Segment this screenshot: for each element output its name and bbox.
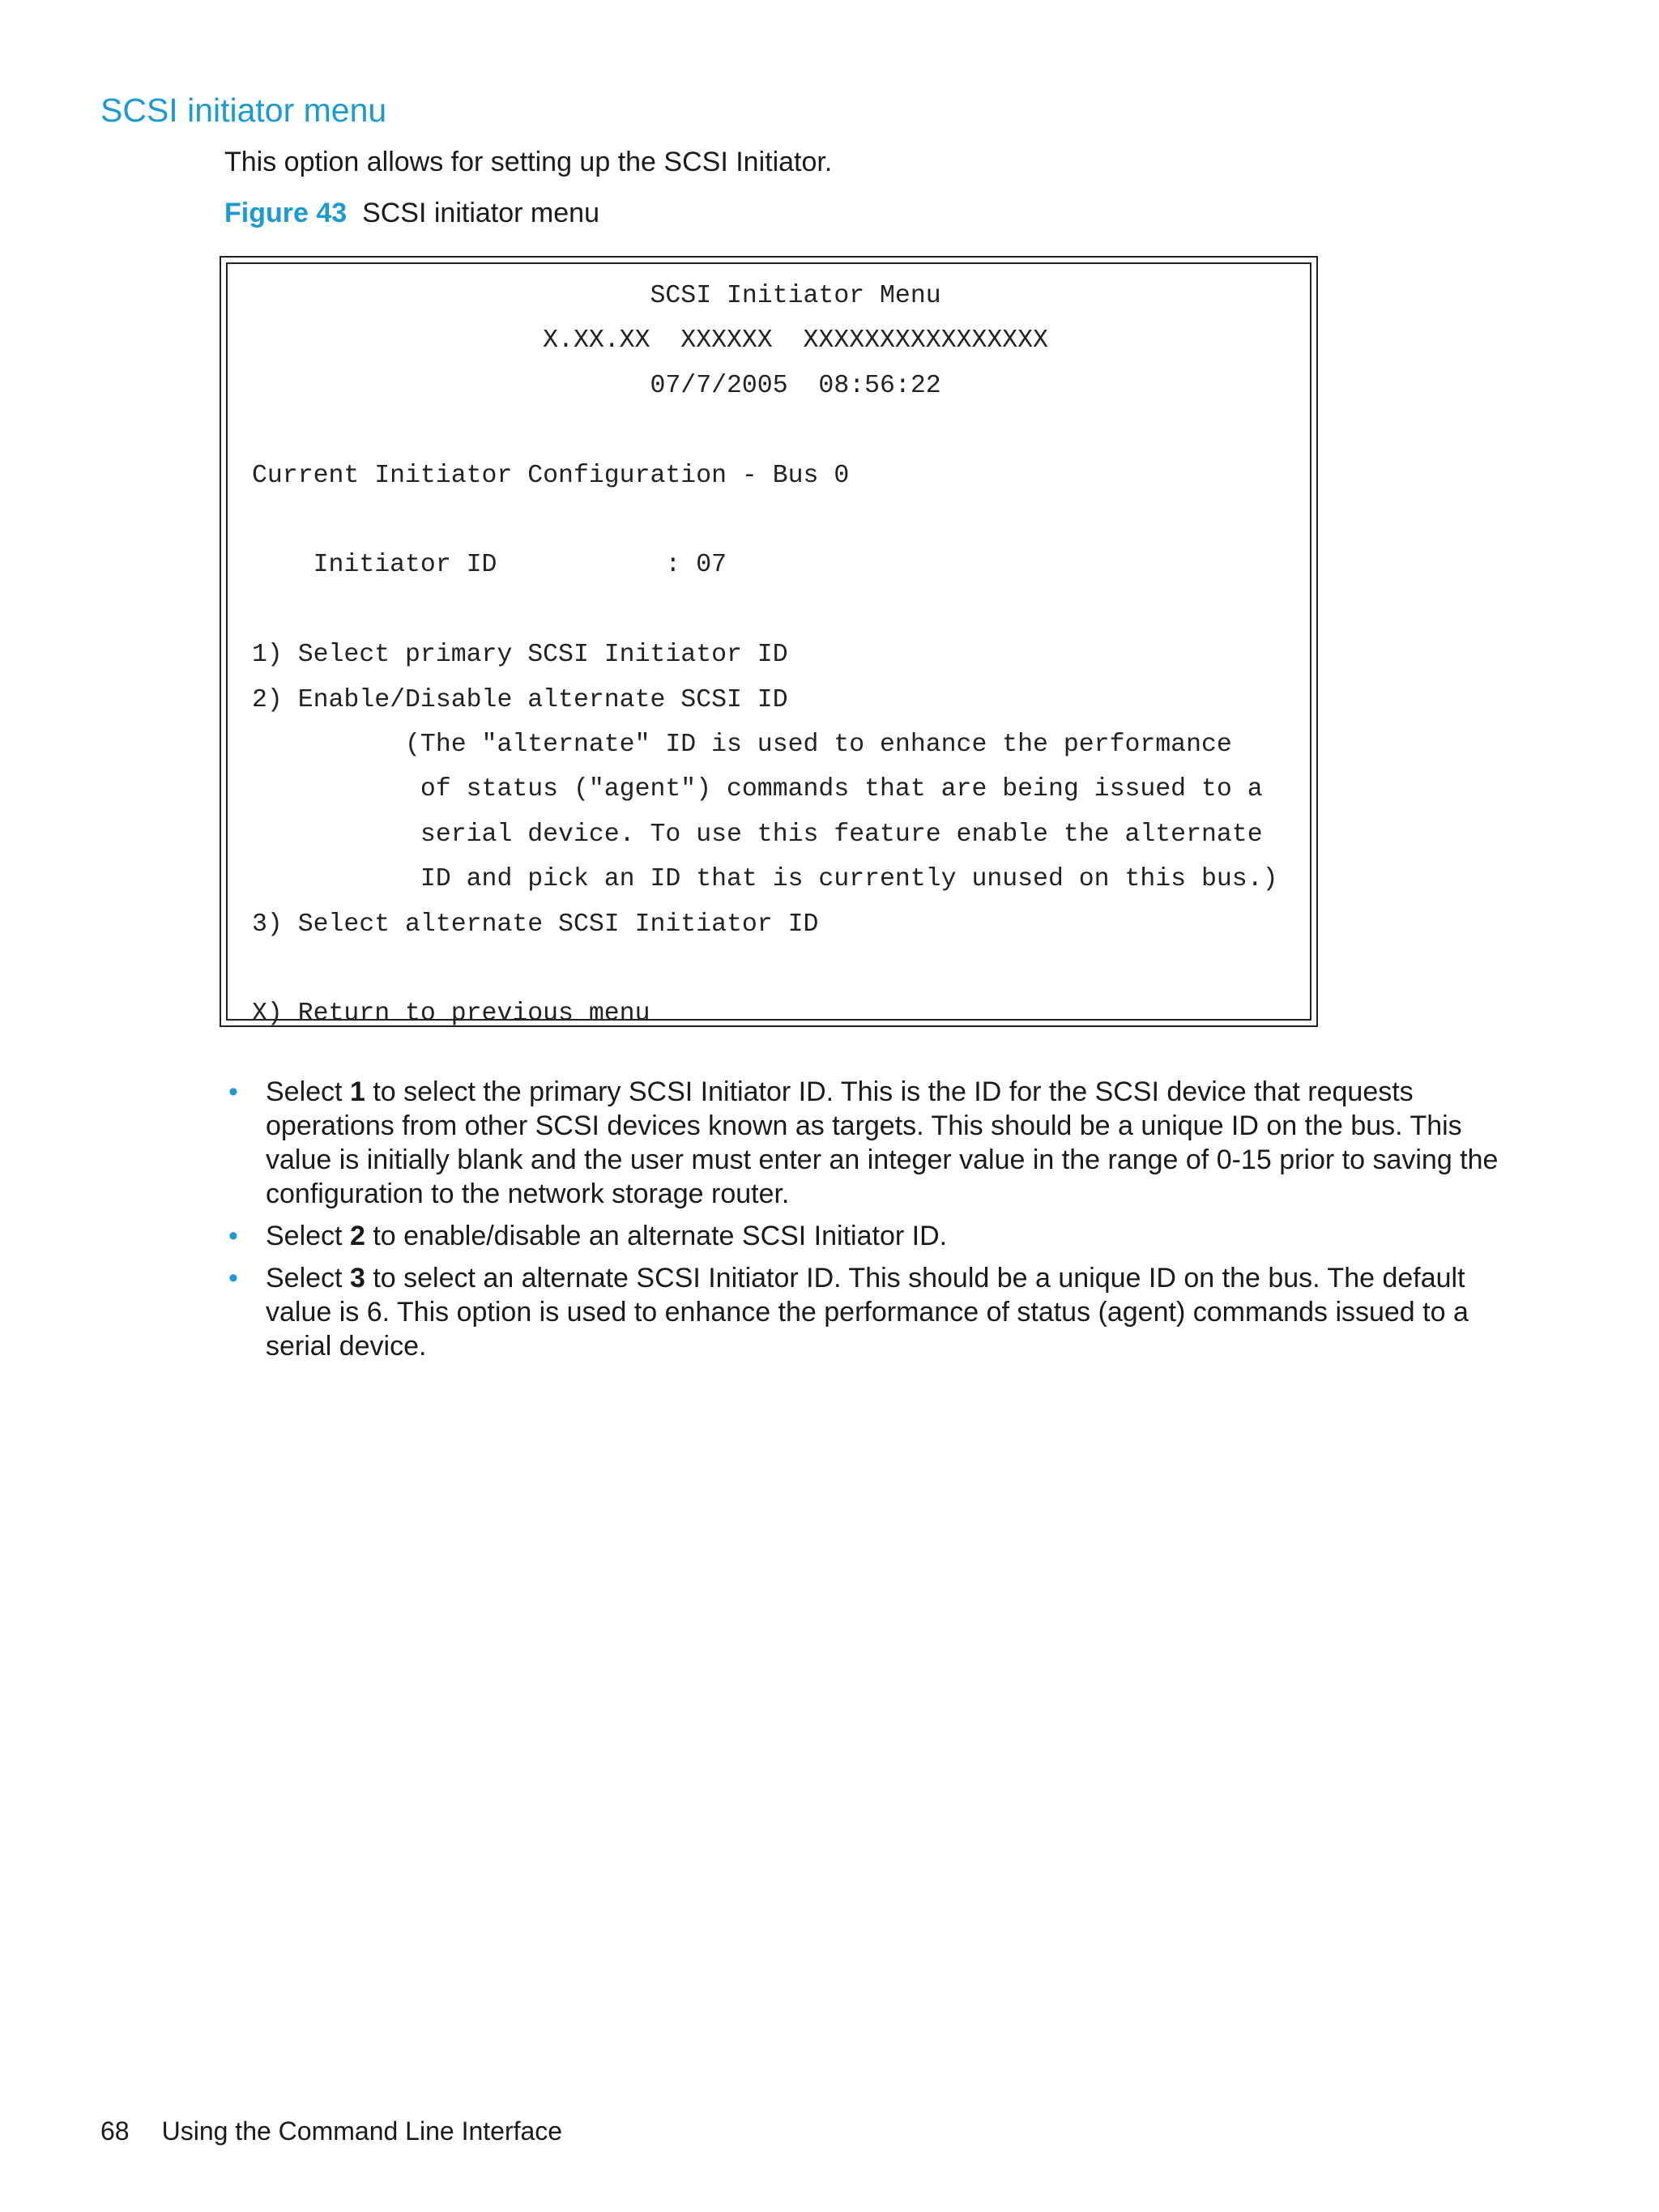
terminal-option-x: X) Return to previous menu: [252, 999, 650, 1029]
bullet-key: 2: [349, 1221, 365, 1251]
page-number: 68: [100, 2116, 130, 2146]
list-item: [224, 1075, 1499, 1211]
bullet-text: to enable/disable an alternate SCSI Initiator ID.: [365, 1221, 948, 1251]
terminal-blank-line: [252, 947, 1278, 991]
bullet-text: Select: [266, 1076, 350, 1107]
list-item: [224, 1261, 1499, 1363]
bullet-text: Select: [266, 1221, 350, 1251]
bullet-key: 1: [349, 1076, 365, 1107]
terminal-option-2-note: serial device. To use this feature enable the alternate: [252, 820, 1263, 849]
terminal-option-1: 1) Select primary SCSI Initiator ID: [252, 641, 788, 670]
bullet-text: to select the primary SCSI Initiator ID. This is the ID for the SCSI device that requests operations from other SCSI devices known as targets. This should be a unique ID on the bus. This value is initially blank and the user must enter an integer value in the range of 0-15 prior to saving the configuration to the network storage router.: [266, 1076, 1499, 1209]
terminal-blank-line: [252, 588, 1278, 633]
list-item: [224, 1219, 1499, 1253]
terminal-option-2-note: (The "alternate" ID is used to enhance the performance: [252, 731, 1232, 760]
figure-caption: [224, 197, 599, 230]
terminal-inner-frame: [226, 262, 1311, 1029]
page-footer: [100, 2116, 562, 2146]
bullet-icon: •: [228, 1263, 238, 1294]
option-descriptions-list: [224, 1075, 1499, 1371]
terminal-version-line: X.XX.XX XXXXXX XXXXXXXXXXXXXXXX: [252, 326, 1048, 356]
bullet-icon: •: [228, 1221, 238, 1251]
terminal-screenshot-frame: [220, 256, 1318, 1027]
terminal-option-2-note: ID and pick an ID that is currently unused on this bus.): [252, 865, 1278, 894]
intro-paragraph: This option allows for setting up the SCSI Initiator.: [224, 147, 833, 177]
terminal-datetime: 07/7/2005 08:56:22: [252, 371, 941, 400]
bullet-text: Select: [266, 1263, 350, 1294]
bullet-text: to select an alternate SCSI Initiator ID. This should be a unique ID on the bus. The default value is 6. This option is used to enhance the performance of status (agent) commands issued to a serial device.: [266, 1263, 1469, 1362]
bullet-key: 3: [349, 1263, 365, 1294]
terminal-option-2: 2) Enable/Disable alternate SCSI ID: [252, 685, 788, 714]
terminal-option-2-note: of status ("agent") commands that are being issued to a: [252, 775, 1263, 804]
terminal-initiator-id: Initiator ID : 07: [252, 551, 727, 580]
chapter-title: Using the Command Line Interface: [161, 2116, 563, 2146]
terminal-screen: [252, 274, 1278, 1037]
section-title: SCSI initiator menu: [100, 92, 387, 129]
figure-number: Figure 43: [224, 198, 348, 228]
terminal-menu-title: SCSI Initiator Menu: [252, 282, 941, 310]
terminal-blank-line: [252, 408, 1278, 453]
terminal-option-3: 3) Select alternate SCSI Initiator ID: [252, 910, 819, 939]
terminal-config-header: Current Initiator Configuration - Bus 0: [252, 461, 850, 490]
terminal-blank-line: [252, 498, 1278, 543]
figure-caption-text: SCSI initiator menu: [362, 198, 599, 228]
bullet-icon: •: [228, 1076, 238, 1107]
